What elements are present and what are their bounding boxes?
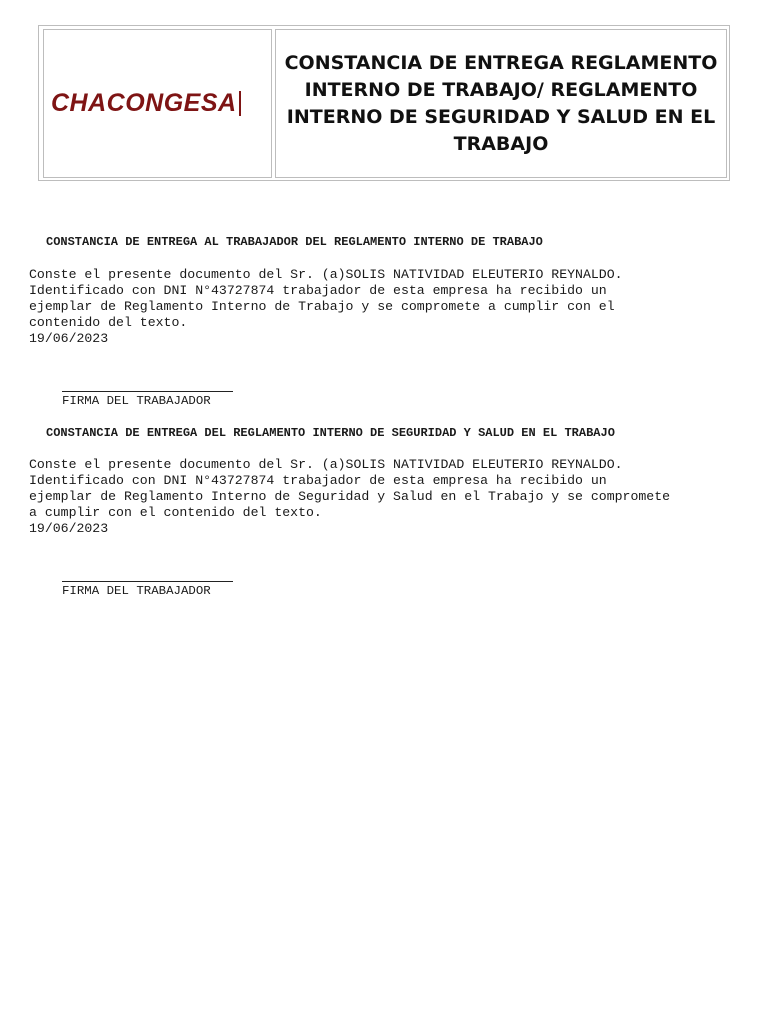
section-heading-rit: CONSTANCIA DE ENTREGA AL TRABAJADOR DEL REGLAMENTO INTERNO DE TRABAJO <box>46 235 543 249</box>
paragraph-line: Identificado con DNI N°43727874 trabajador de esta empresa ha recibido un <box>29 282 607 298</box>
company-logo: CHACONGESA <box>51 91 241 116</box>
document-title: CONSTANCIA DE ENTREGA REGLAMENTO INTERNO DE TRABAJO/ REGLAMENTO INTERNO DE SEGURIDAD Y SALUD EN EL TRABAJO <box>284 51 718 155</box>
paragraph-line: Conste el presente documento del Sr. (a)SOLIS NATIVIDAD ELEUTERIO REYNALDO. <box>29 267 623 282</box>
signature-label: FIRMA DEL TRABAJADOR <box>62 394 211 408</box>
document-date: 19/06/2023 <box>29 520 109 536</box>
paragraph-line: Identificado con DNI N°43727874 trabajador de esta empresa ha recibido un <box>29 472 607 488</box>
paragraph-line: ejemplar de Reglamento Interno de Trabajo y se compromete a cumplir con el <box>29 298 615 314</box>
signature-label: FIRMA DEL TRABAJADOR <box>62 584 211 598</box>
paragraph-line: a cumplir con el contenido del texto. <box>29 504 322 520</box>
section-heading-riss: CONSTANCIA DE ENTREGA DEL REGLAMENTO INTERNO DE SEGURIDAD Y SALUD EN EL TRABAJO <box>46 426 615 440</box>
paragraph-line: contenido del texto. <box>29 314 188 330</box>
signature-line <box>62 581 233 582</box>
section-body-rit <box>29 267 749 347</box>
signature-line <box>62 391 233 392</box>
section-body-riss <box>29 457 749 537</box>
document-header <box>38 25 730 181</box>
title-cell <box>275 29 727 178</box>
paragraph-line: ejemplar de Reglamento Interno de Seguridad y Salud en el Trabajo y se compromete <box>29 488 671 504</box>
document-date: 19/06/2023 <box>29 330 109 346</box>
paragraph-line: Conste el presente documento del Sr. (a)SOLIS NATIVIDAD ELEUTERIO REYNALDO. <box>29 457 623 472</box>
logo-cell <box>43 29 272 178</box>
